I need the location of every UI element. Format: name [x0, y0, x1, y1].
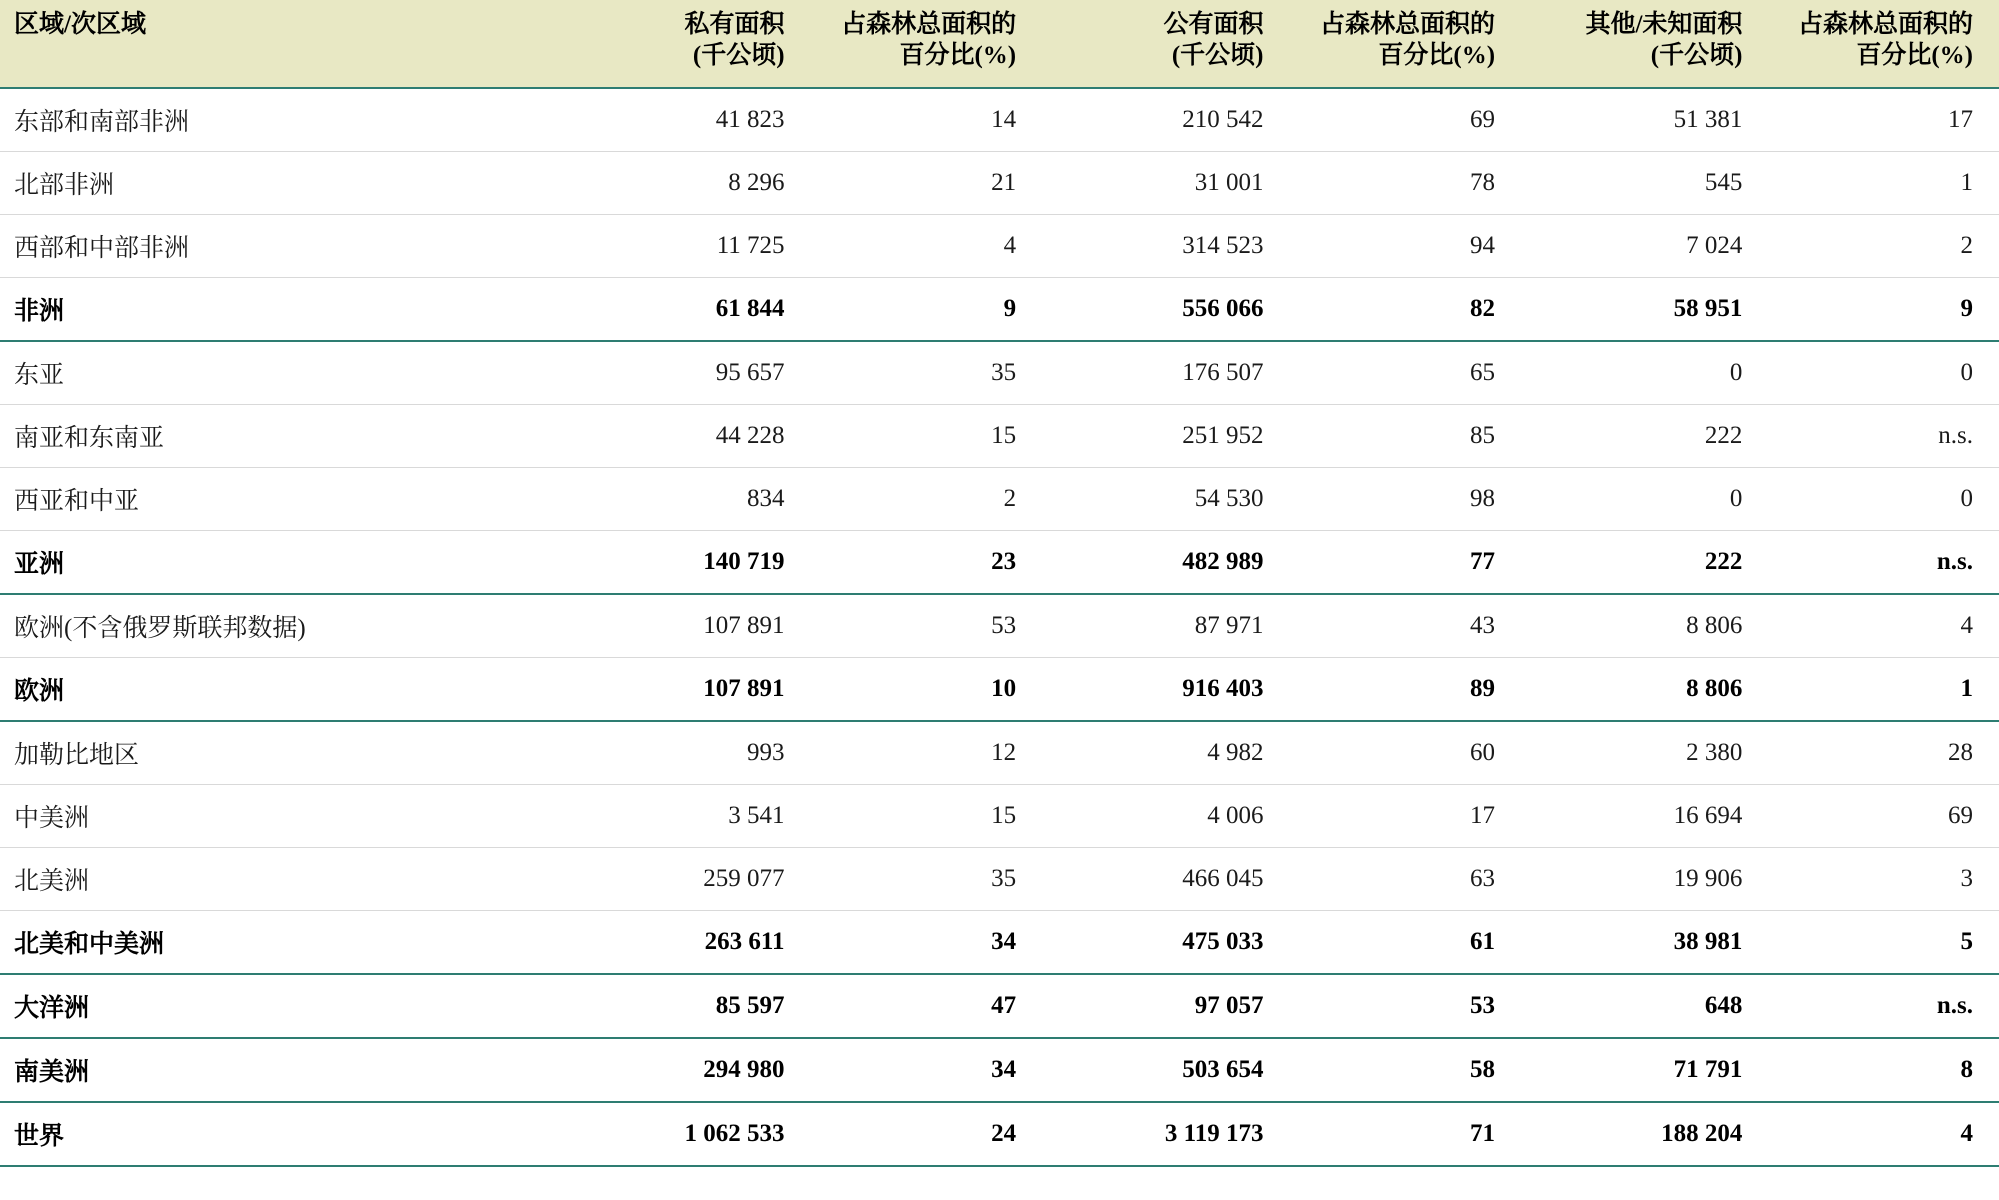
table-row — [0, 1038, 1999, 1102]
column-header-public-percent-line-1: 占森林总面积的 — [1320, 11, 1496, 38]
table-cell: 23 — [811, 531, 1043, 595]
table-cell: 53 — [811, 594, 1043, 658]
table-cell: 16 694 — [1521, 785, 1768, 848]
row-label: 东部和南部非洲 — [0, 88, 563, 152]
table-cell: 11 725 — [563, 215, 810, 278]
table-cell: 14 — [811, 88, 1043, 152]
table-cell: 71 — [1289, 1102, 1521, 1166]
table-cell: 916 403 — [1042, 658, 1289, 722]
table-cell: 47 — [811, 974, 1043, 1038]
table-cell: 94 — [1289, 215, 1521, 278]
table-row — [0, 974, 1999, 1038]
table-cell: 21 — [811, 152, 1043, 215]
table-cell: 222 — [1521, 405, 1768, 468]
row-label: 南亚和东南亚 — [0, 405, 563, 468]
table-row — [0, 911, 1999, 975]
table-cell: n.s. — [1768, 974, 1999, 1038]
column-header-public-percent — [1289, 0, 1521, 88]
table-cell: 51 381 — [1521, 88, 1768, 152]
table-cell: 1 062 533 — [563, 1102, 810, 1166]
table-cell: 0 — [1768, 468, 1999, 531]
column-header-other-percent-line-2: 百分比(%) — [1856, 41, 1973, 69]
table-cell: 993 — [563, 721, 810, 785]
table-cell: 834 — [563, 468, 810, 531]
table-cell: 140 719 — [563, 531, 810, 595]
table-row — [0, 594, 1999, 658]
table-cell: 65 — [1289, 341, 1521, 405]
column-header-private-percent-line-2: 百分比(%) — [899, 41, 1017, 69]
table-cell: 41 823 — [563, 88, 810, 152]
table-cell: 89 — [1289, 658, 1521, 722]
table-cell: 188 204 — [1521, 1102, 1768, 1166]
table-cell: 2 380 — [1521, 721, 1768, 785]
table-cell: 44 228 — [563, 405, 810, 468]
table-row — [0, 1102, 1999, 1166]
column-header-public-area-line-1: 公有面积 — [1163, 11, 1264, 38]
table-cell: 95 657 — [563, 341, 810, 405]
table-cell: 97 057 — [1042, 974, 1289, 1038]
table-cell: 1 — [1768, 152, 1999, 215]
table-cell: 4 982 — [1042, 721, 1289, 785]
table-row — [0, 785, 1999, 848]
table-cell: 107 891 — [563, 658, 810, 722]
row-label: 北部非洲 — [0, 152, 563, 215]
row-label: 西部和中部非洲 — [0, 215, 563, 278]
table-cell: 58 951 — [1521, 278, 1768, 342]
column-header-public-area-line-2: (千公顷) — [1171, 41, 1264, 69]
table-cell: 314 523 — [1042, 215, 1289, 278]
table-cell: 87 971 — [1042, 594, 1289, 658]
row-label: 东亚 — [0, 341, 563, 405]
table-cell: 34 — [811, 1038, 1043, 1102]
table-cell: 17 — [1768, 88, 1999, 152]
table-cell: 3 119 173 — [1042, 1102, 1289, 1166]
row-label: 南美洲 — [0, 1038, 563, 1102]
table-row — [0, 658, 1999, 722]
row-label: 世界 — [0, 1102, 563, 1166]
column-header-private-area-line-2: (千公顷) — [692, 41, 785, 69]
table-cell: 8 296 — [563, 152, 810, 215]
table-cell: 8 806 — [1521, 594, 1768, 658]
table-body — [0, 88, 1999, 1166]
table-cell: 85 — [1289, 405, 1521, 468]
row-label: 大洋洲 — [0, 974, 563, 1038]
table-row — [0, 215, 1999, 278]
column-header-private-area-line-1: 私有面积 — [684, 11, 785, 38]
table-cell: 82 — [1289, 278, 1521, 342]
table-cell: 19 906 — [1521, 848, 1768, 911]
table-cell: 43 — [1289, 594, 1521, 658]
table-row — [0, 88, 1999, 152]
table-header-row — [0, 0, 1999, 88]
table-cell: 251 952 — [1042, 405, 1289, 468]
table-cell: 0 — [1521, 468, 1768, 531]
table-cell: 98 — [1289, 468, 1521, 531]
table-cell: 38 981 — [1521, 911, 1768, 975]
table-cell: 176 507 — [1042, 341, 1289, 405]
row-label: 西亚和中亚 — [0, 468, 563, 531]
table-cell: 7 024 — [1521, 215, 1768, 278]
row-label: 北美洲 — [0, 848, 563, 911]
column-header-region — [0, 0, 563, 88]
row-label: 非洲 — [0, 278, 563, 342]
table-cell: 34 — [811, 911, 1043, 975]
table-row — [0, 405, 1999, 468]
row-label: 欧洲(不含俄罗斯联邦数据) — [0, 594, 563, 658]
table-cell: 60 — [1289, 721, 1521, 785]
table-cell: 466 045 — [1042, 848, 1289, 911]
table-cell: 35 — [811, 848, 1043, 911]
table-cell: 35 — [811, 341, 1043, 405]
table-cell: 69 — [1289, 88, 1521, 152]
table-cell: 58 — [1289, 1038, 1521, 1102]
table-cell: 475 033 — [1042, 911, 1289, 975]
table-cell: 8 — [1768, 1038, 1999, 1102]
table-cell: 31 001 — [1042, 152, 1289, 215]
table-cell: 53 — [1289, 974, 1521, 1038]
table-cell: 9 — [1768, 278, 1999, 342]
column-header-region-line-1: 区域/次区域 — [14, 11, 146, 38]
table-cell: 107 891 — [563, 594, 810, 658]
table-cell: 12 — [811, 721, 1043, 785]
row-label: 中美洲 — [0, 785, 563, 848]
row-label: 加勒比地区 — [0, 721, 563, 785]
column-header-public-percent-line-2: 百分比(%) — [1378, 41, 1496, 69]
table-cell: 294 980 — [563, 1038, 810, 1102]
table-cell: 54 530 — [1042, 468, 1289, 531]
table-cell: 263 611 — [563, 911, 810, 975]
table-cell: n.s. — [1768, 405, 1999, 468]
table-cell: 2 — [1768, 215, 1999, 278]
column-header-private-percent-line-1: 占森林总面积的 — [841, 11, 1017, 38]
table-cell: 71 791 — [1521, 1038, 1768, 1102]
table-cell: 85 597 — [563, 974, 810, 1038]
table-cell: 210 542 — [1042, 88, 1289, 152]
table-cell: 78 — [1289, 152, 1521, 215]
table-row — [0, 531, 1999, 595]
column-header-public-area — [1042, 0, 1289, 88]
table-cell: 8 806 — [1521, 658, 1768, 722]
row-label: 北美和中美洲 — [0, 911, 563, 975]
table-row — [0, 848, 1999, 911]
table-cell: 545 — [1521, 152, 1768, 215]
table-cell: 4 006 — [1042, 785, 1289, 848]
table-cell: 0 — [1768, 341, 1999, 405]
table-cell: 503 654 — [1042, 1038, 1289, 1102]
table-row — [0, 278, 1999, 342]
table-row — [0, 468, 1999, 531]
table-cell: 259 077 — [563, 848, 810, 911]
table-cell: 4 — [811, 215, 1043, 278]
table-cell: 0 — [1521, 341, 1768, 405]
column-header-other-percent-line-1: 占森林总面积的 — [1797, 11, 1973, 38]
table-cell: 10 — [811, 658, 1043, 722]
table-cell: 3 — [1768, 848, 1999, 911]
table-cell: 69 — [1768, 785, 1999, 848]
table-cell: 63 — [1289, 848, 1521, 911]
table-cell: 2 — [811, 468, 1043, 531]
table-row — [0, 152, 1999, 215]
table-cell: 4 — [1768, 1102, 1999, 1166]
table-cell: 24 — [811, 1102, 1043, 1166]
column-header-other-percent — [1768, 0, 1999, 88]
table-cell: 77 — [1289, 531, 1521, 595]
column-header-private-area — [563, 0, 810, 88]
column-header-other-area — [1521, 0, 1768, 88]
table-cell: n.s. — [1768, 531, 1999, 595]
column-header-private-percent — [811, 0, 1043, 88]
column-header-other-area-line-2: (千公顷) — [1650, 41, 1743, 69]
row-label: 亚洲 — [0, 531, 563, 595]
table-cell: 4 — [1768, 594, 1999, 658]
table-row — [0, 341, 1999, 405]
table-row — [0, 721, 1999, 785]
table-cell: 17 — [1289, 785, 1521, 848]
table-header — [0, 0, 1999, 88]
column-header-other-area-line-1: 其他/未知面积 — [1585, 11, 1743, 38]
table-cell: 61 844 — [563, 278, 810, 342]
table-cell: 5 — [1768, 911, 1999, 975]
table-cell: 61 — [1289, 911, 1521, 975]
table-cell: 648 — [1521, 974, 1768, 1038]
table-cell: 15 — [811, 405, 1043, 468]
table-cell: 1 — [1768, 658, 1999, 722]
table-cell: 3 541 — [563, 785, 810, 848]
table-cell: 556 066 — [1042, 278, 1289, 342]
table-cell: 15 — [811, 785, 1043, 848]
row-label: 欧洲 — [0, 658, 563, 722]
table-cell: 9 — [811, 278, 1043, 342]
table-cell: 28 — [1768, 721, 1999, 785]
table-cell: 222 — [1521, 531, 1768, 595]
table-cell: 482 989 — [1042, 531, 1289, 595]
